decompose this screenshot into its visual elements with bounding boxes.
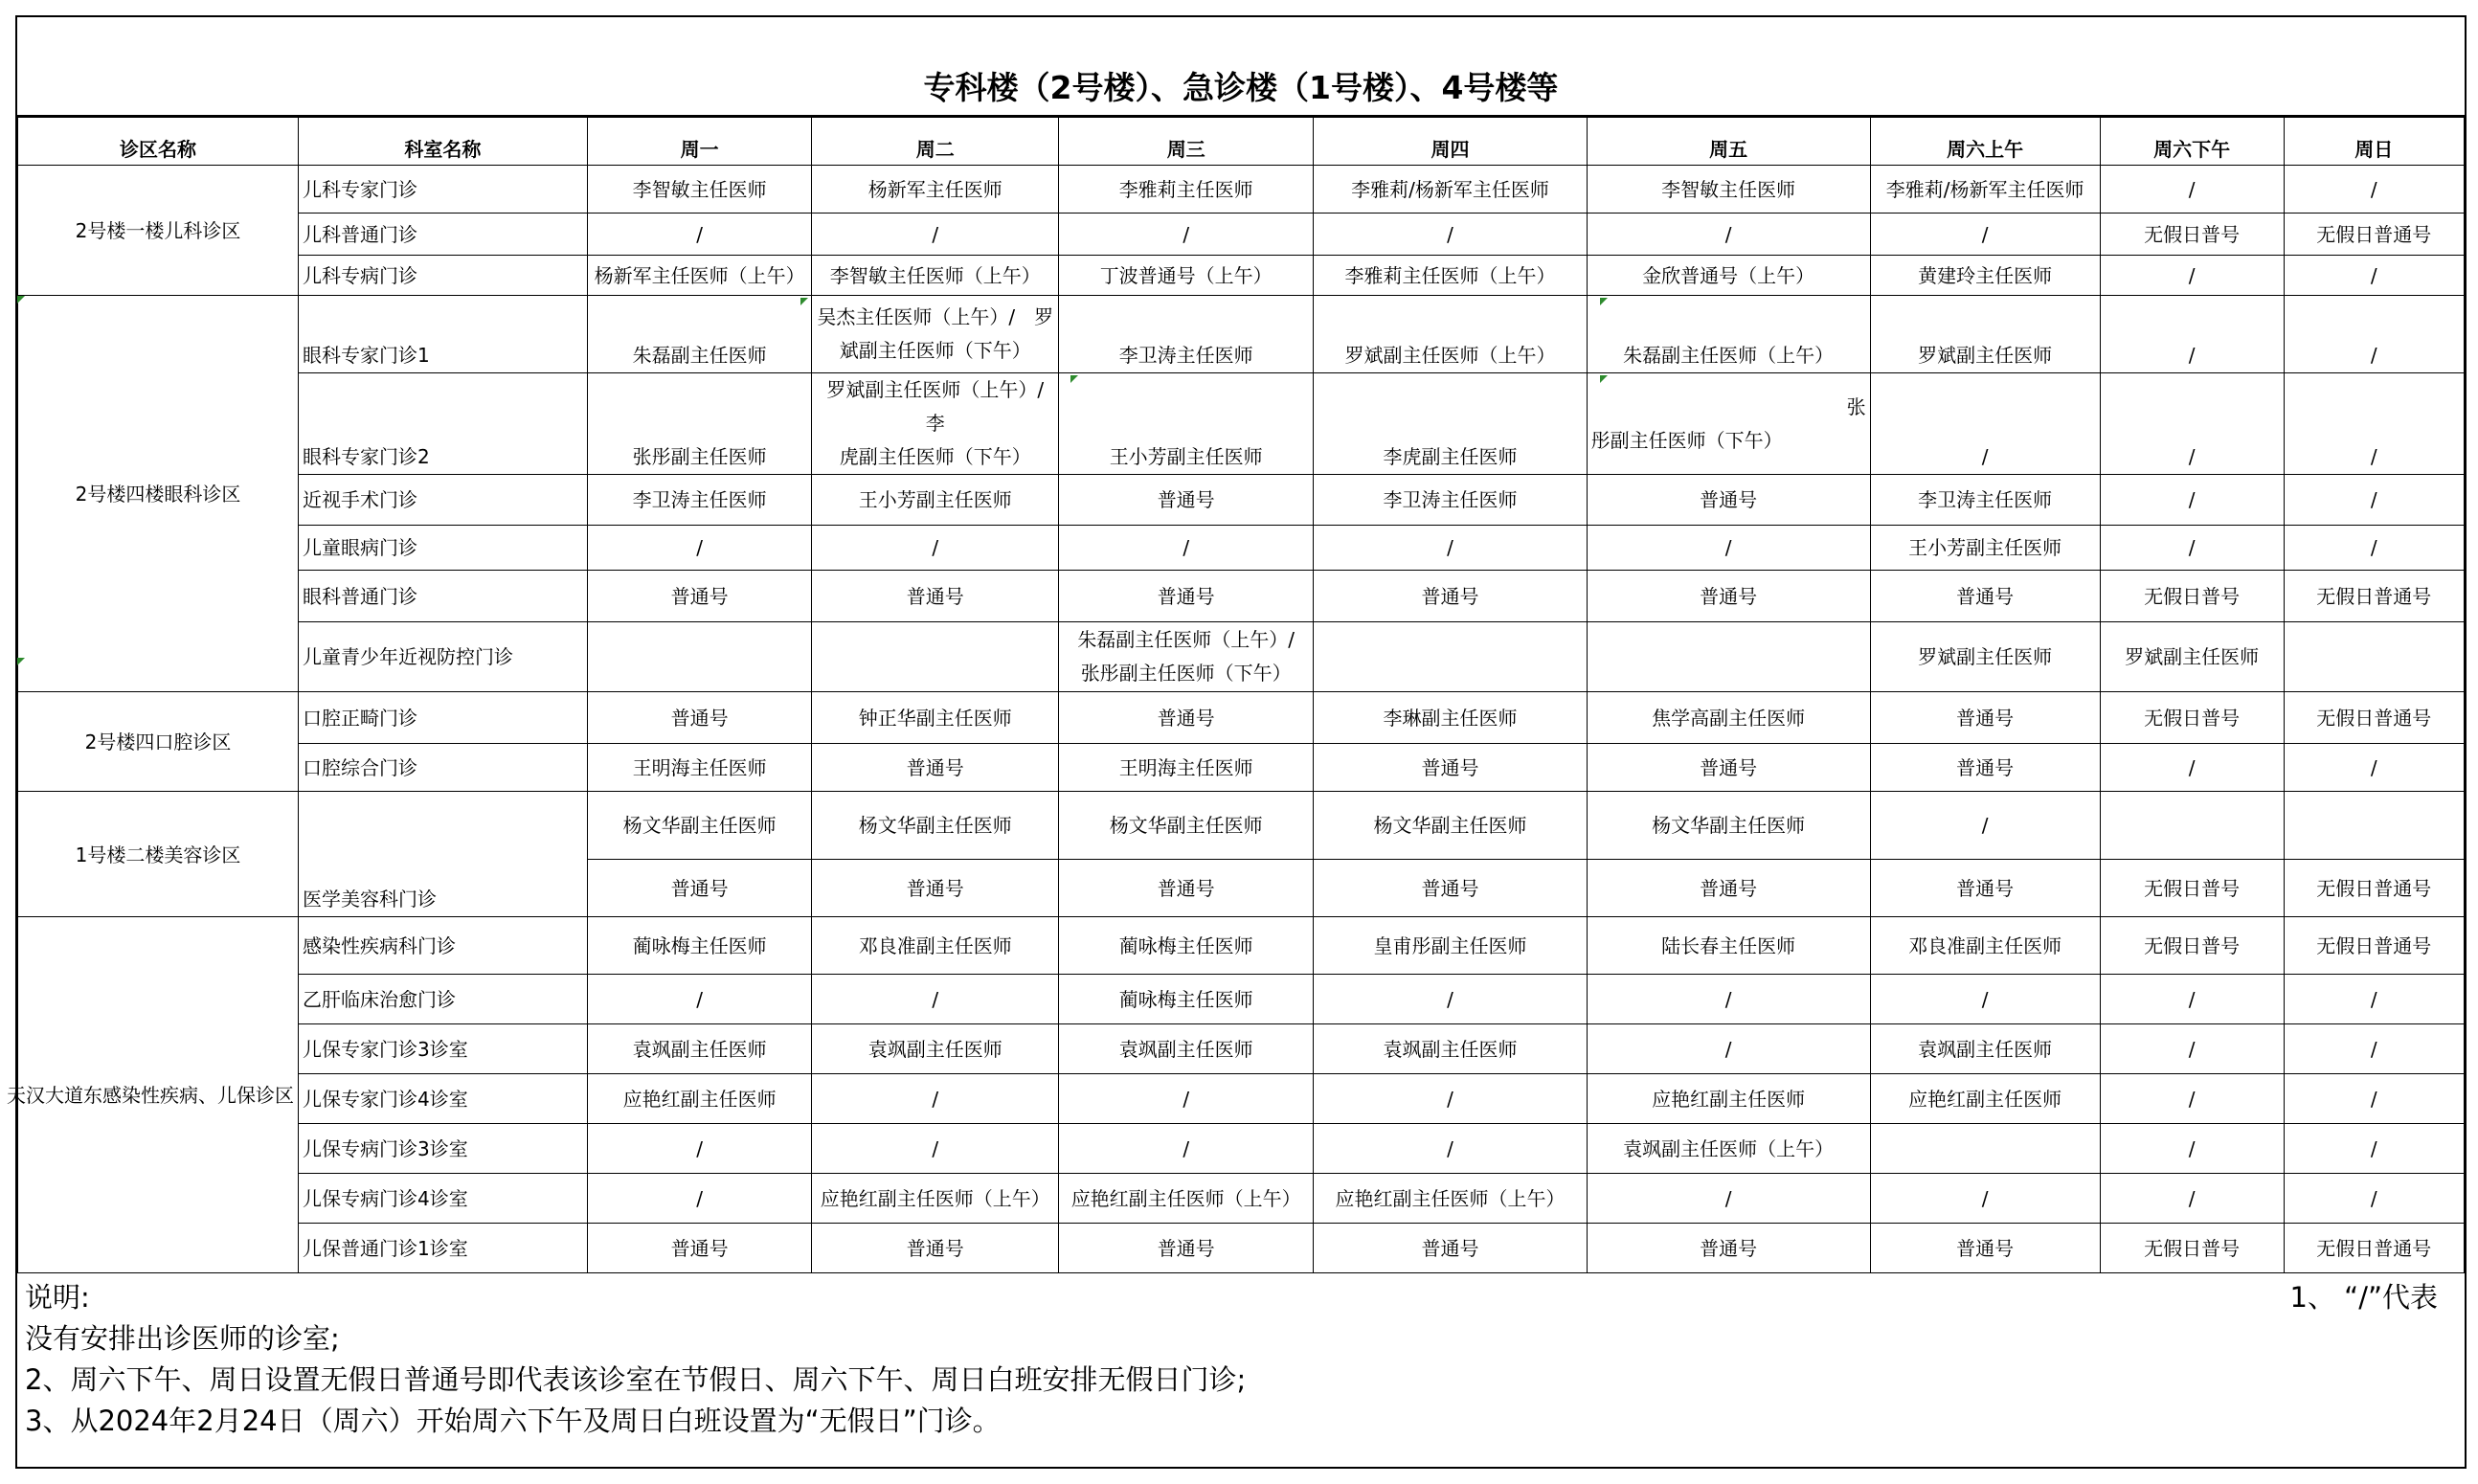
schedule-table — [7, 117, 2465, 1273]
schedule-cell: 普通号 — [1059, 571, 1314, 622]
table-row — [18, 296, 2465, 373]
schedule-cell: / — [2284, 526, 2464, 571]
schedule-cell: 李雅莉/杨新军主任医师 — [1314, 166, 1587, 214]
schedule-cell: 杨文华副主任医师 — [1314, 792, 1587, 860]
schedule-cell: 普通号 — [1587, 860, 1870, 917]
dept-cell: 乙肝临床治愈门诊 — [299, 975, 588, 1024]
schedule-cell: / — [587, 214, 812, 256]
schedule-cell: / — [2100, 744, 2284, 792]
schedule-cell: 普通号 — [812, 571, 1059, 622]
schedule-cell: 陆长春主任医师 — [1587, 917, 1870, 975]
header-thu: 周四 — [1314, 118, 1587, 166]
schedule-cell: 普通号 — [587, 571, 812, 622]
schedule-cell: / — [2284, 373, 2464, 475]
notes-section — [17, 1252, 2465, 1469]
cell-line: 吴杰主任医师（上午）/ 罗 — [817, 305, 1054, 328]
dept-cell: 儿童眼病门诊 — [299, 526, 588, 571]
schedule-cell: / — [2100, 1024, 2284, 1074]
schedule-cell-multiline — [812, 296, 1059, 373]
schedule-cell: / — [2100, 1074, 2284, 1124]
schedule-cell: 普通号 — [1314, 860, 1587, 917]
comment-marker — [1070, 375, 1078, 383]
schedule-cell: / — [1870, 373, 2100, 475]
header-fri: 周五 — [1587, 118, 1870, 166]
schedule-cell: 无假日普通号 — [2284, 860, 2464, 917]
schedule-cell: / — [1314, 214, 1587, 256]
schedule-cell: / — [1059, 526, 1314, 571]
schedule-cell: 无假日普通号 — [2284, 917, 2464, 975]
schedule-cell: / — [812, 526, 1059, 571]
table-row — [18, 256, 2465, 296]
schedule-cell: / — [2100, 526, 2284, 571]
area-cell: 2号楼四口腔诊区 — [18, 692, 299, 792]
schedule-cell: 普通号 — [1870, 860, 2100, 917]
schedule-cell: 李智敏主任医师 — [587, 166, 812, 214]
schedule-cell: / — [2100, 166, 2284, 214]
schedule-cell: 普通号 — [587, 860, 812, 917]
schedule-cell: 无假日普通号 — [2284, 571, 2464, 622]
header-row — [18, 118, 2465, 166]
schedule-cell: 普通号 — [1870, 1224, 2100, 1273]
schedule-cell: 普通号 — [1314, 744, 1587, 792]
schedule-cell: / — [2100, 256, 2284, 296]
schedule-cell: 普通号 — [587, 1224, 812, 1273]
schedule-cell: 邓良准副主任医师 — [812, 917, 1059, 975]
schedule-cell: / — [2100, 975, 2284, 1024]
comment-marker — [17, 296, 25, 304]
schedule-cell: 杨新军主任医师（上午） — [587, 256, 812, 296]
schedule-cell: / — [1059, 214, 1314, 256]
table-row — [18, 975, 2465, 1024]
schedule-cell: / — [2284, 1074, 2464, 1124]
schedule-cell: / — [2284, 166, 2464, 214]
cell-line: 虎副主任医师（下午） — [839, 445, 1031, 468]
schedule-cell: / — [587, 1174, 812, 1224]
schedule-cell: 罗斌副主任医师（上午） — [1314, 296, 1587, 373]
schedule-cell: 袁飒副主任医师 — [1870, 1024, 2100, 1074]
schedule-cell: 王小芳副主任医师 — [812, 475, 1059, 526]
schedule-cell: 无假日普通号 — [2284, 214, 2464, 256]
dept-cell: 儿科专病门诊 — [299, 256, 588, 296]
schedule-cell: / — [1314, 1074, 1587, 1124]
table-row — [18, 692, 2465, 744]
schedule-cell: 无假日普号 — [2100, 1224, 2284, 1273]
schedule-cell: 普通号 — [1587, 1224, 1870, 1273]
cell-line: 罗斌副主任医师（上午）/ 李 — [826, 378, 1064, 435]
table-row — [18, 1024, 2465, 1074]
schedule-cell: 钟正华副主任医师 — [812, 692, 1059, 744]
table-row — [18, 475, 2465, 526]
schedule-cell: / — [1314, 1124, 1587, 1174]
dept-cell: 近视手术门诊 — [299, 475, 588, 526]
header-area: 诊区名称 — [18, 118, 299, 166]
schedule-cell: / — [1587, 214, 1870, 256]
dept-cell: 眼科专家门诊1 — [299, 296, 588, 373]
schedule-cell: 丁波普通号（上午） — [1059, 256, 1314, 296]
schedule-cell: / — [1870, 792, 2100, 860]
comment-marker — [1600, 375, 1608, 383]
schedule-cell: 普通号 — [1314, 571, 1587, 622]
schedule-cell — [2284, 792, 2464, 860]
dept-cell: 儿科普通门诊 — [299, 214, 588, 256]
schedule-cell: 应艳红副主任医师 — [1587, 1074, 1870, 1124]
cell-line: 张 — [1846, 394, 1866, 418]
dept-cell: 儿保普通门诊1诊室 — [299, 1224, 588, 1273]
schedule-cell: / — [2284, 1024, 2464, 1074]
header-dept: 科室名称 — [299, 118, 588, 166]
notes-item-1-start: 1、 “/”代表 — [2289, 1281, 2438, 1314]
cell-line: 彤副主任医师（下午） — [1590, 428, 1783, 452]
schedule-cell: / — [1587, 526, 1870, 571]
schedule-cell: 李雅莉主任医师（上午） — [1314, 256, 1587, 296]
table-row — [18, 571, 2465, 622]
schedule-cell: / — [1314, 526, 1587, 571]
table-row — [18, 214, 2465, 256]
schedule-cell: / — [2100, 475, 2284, 526]
schedule-cell: 应艳红副主任医师（上午） — [1314, 1174, 1587, 1224]
comment-marker — [800, 298, 808, 305]
schedule-cell: / — [812, 1124, 1059, 1174]
schedule-cell — [1314, 622, 1587, 692]
schedule-cell — [812, 622, 1059, 692]
schedule-cell: 黄建玲主任医师 — [1870, 256, 2100, 296]
schedule-cell: 李智敏主任医师（上午） — [812, 256, 1059, 296]
schedule-cell: 无假日普通号 — [2284, 1224, 2464, 1273]
schedule-cell: 李雅莉/杨新军主任医师 — [1870, 166, 2100, 214]
area-cell: 1号楼二楼美容诊区 — [18, 792, 299, 917]
schedule-cell — [2284, 622, 2464, 692]
schedule-cell: 普通号 — [1059, 860, 1314, 917]
schedule-cell: 应艳红副主任医师（上午） — [1059, 1174, 1314, 1224]
schedule-cell: 李虎副主任医师 — [1314, 373, 1587, 475]
schedule-cell: 无假日普号 — [2100, 571, 2284, 622]
schedule-cell: 应艳红副主任医师（上午） — [812, 1174, 1059, 1224]
schedule-cell: 袁飒副主任医师 — [1314, 1024, 1587, 1074]
schedule-cell: 无假日普号 — [2100, 214, 2284, 256]
schedule-cell: / — [2284, 475, 2464, 526]
schedule-cell: / — [2284, 1124, 2464, 1174]
table-row — [18, 1174, 2465, 1224]
sheet-title: 专科楼（2号楼）、急诊楼（1号楼）、4号楼等 — [17, 17, 2465, 117]
schedule-cell — [2100, 792, 2284, 860]
schedule-cell: / — [812, 975, 1059, 1024]
schedule-cell: 无假日普号 — [2100, 692, 2284, 744]
schedule-cell — [1870, 1124, 2100, 1174]
schedule-cell: 焦学高副主任医师 — [1587, 692, 1870, 744]
table-row — [18, 917, 2465, 975]
schedule-cell: 李卫涛主任医师 — [1314, 475, 1587, 526]
schedule-cell: / — [1059, 1074, 1314, 1124]
table-row — [18, 1124, 2465, 1174]
schedule-cell: 普通号 — [1870, 744, 2100, 792]
dept-cell: 儿保专病门诊3诊室 — [299, 1124, 588, 1174]
schedule-cell: 蔺咏梅主任医师 — [1059, 917, 1314, 975]
cell-line: 朱磊副主任医师（上午）/ — [1077, 628, 1295, 651]
schedule-cell: 金欣普通号（上午） — [1587, 256, 1870, 296]
table-row — [18, 373, 2465, 475]
table-row — [18, 1074, 2465, 1124]
comment-marker — [17, 658, 25, 665]
schedule-cell: 蔺咏梅主任医师 — [587, 917, 812, 975]
comment-marker — [1600, 298, 1608, 305]
schedule-cell: / — [587, 975, 812, 1024]
table-row — [18, 622, 2465, 692]
schedule-cell: / — [2284, 296, 2464, 373]
header-sun: 周日 — [2284, 118, 2464, 166]
schedule-cell: / — [2100, 1174, 2284, 1224]
schedule-cell: 袁飒副主任医师（上午） — [1587, 1124, 1870, 1174]
schedule-sheet — [7, 15, 2467, 1469]
dept-cell: 儿童青少年近视防控门诊 — [299, 622, 588, 692]
schedule-cell: / — [2100, 1124, 2284, 1174]
schedule-cell: 罗斌副主任医师 — [2100, 622, 2284, 692]
schedule-cell: / — [1870, 1174, 2100, 1224]
dept-cell: 儿保专病门诊4诊室 — [299, 1174, 588, 1224]
schedule-cell: 邓良准副主任医师 — [1870, 917, 2100, 975]
notes-line: 2、周六下午、周日设置无假日普通号即代表该诊室在节假日、周六下午、周日白班安排无假日门诊; — [25, 1363, 1247, 1396]
schedule-cell: 杨新军主任医师 — [812, 166, 1059, 214]
schedule-cell: 袁飒副主任医师 — [1059, 1024, 1314, 1074]
schedule-cell-multiline — [1587, 373, 1870, 475]
table-row — [18, 526, 2465, 571]
schedule-cell: / — [1587, 1024, 1870, 1074]
schedule-cell: / — [1587, 975, 1870, 1024]
dept-cell: 感染性疾病科门诊 — [299, 917, 588, 975]
schedule-cell-multiline — [812, 373, 1064, 475]
schedule-cell: 李雅莉主任医师 — [1059, 166, 1314, 214]
schedule-cell: 李智敏主任医师 — [1587, 166, 1870, 214]
schedule-cell: 无假日普号 — [2100, 860, 2284, 917]
schedule-cell: / — [1059, 1124, 1314, 1174]
schedule-cell: 蔺咏梅主任医师 — [1059, 975, 1314, 1024]
schedule-cell: 李卫涛主任医师 — [1059, 296, 1314, 373]
schedule-cell: 无假日普通号 — [2284, 692, 2464, 744]
notes-line: 没有安排出诊医师的诊室; — [25, 1322, 340, 1355]
header-sat-pm: 周六下午 — [2100, 118, 2284, 166]
schedule-cell: 普通号 — [1870, 692, 2100, 744]
header-sat-am: 周六上午 — [1870, 118, 2100, 166]
dept-cell: 口腔综合门诊 — [299, 744, 588, 792]
schedule-cell: 杨文华副主任医师 — [812, 792, 1059, 860]
schedule-cell: 普通号 — [812, 744, 1059, 792]
schedule-cell: / — [2284, 1174, 2464, 1224]
schedule-cell: 李卫涛主任医师 — [587, 475, 812, 526]
dept-cell: 口腔正畸门诊 — [299, 692, 588, 744]
schedule-cell: 应艳红副主任医师 — [1870, 1074, 2100, 1124]
schedule-cell: 普通号 — [812, 860, 1059, 917]
schedule-cell: / — [2100, 373, 2284, 475]
schedule-cell: 普通号 — [1059, 692, 1314, 744]
dept-cell: 儿保专家门诊3诊室 — [299, 1024, 588, 1074]
schedule-cell: 朱磊副主任医师（上午） — [1587, 296, 1870, 373]
dept-cell: 眼科专家门诊2 — [299, 373, 588, 475]
dept-cell: 眼科普通门诊 — [299, 571, 588, 622]
dept-cell: 儿保专家门诊4诊室 — [299, 1074, 588, 1124]
schedule-cell: / — [2284, 744, 2464, 792]
schedule-cell: 袁飒副主任医师 — [812, 1024, 1059, 1074]
cell-line: 斌副主任医师（下午） — [839, 339, 1031, 362]
schedule-cell: 普通号 — [1059, 1224, 1314, 1273]
schedule-cell: 李卫涛主任医师 — [1870, 475, 2100, 526]
area-cell: 2号楼四楼眼科诊区 — [18, 296, 299, 692]
schedule-cell-multiline — [1059, 622, 1314, 692]
schedule-cell: 普通号 — [1059, 475, 1314, 526]
schedule-cell: 应艳红副主任医师 — [587, 1074, 812, 1124]
area-cell: 天汉大道东感染性疾病、儿保诊区 — [18, 917, 299, 1273]
schedule-cell — [1587, 622, 1870, 692]
schedule-cell: 皇甫彤副主任医师 — [1314, 917, 1587, 975]
schedule-cell: / — [2284, 256, 2464, 296]
schedule-cell: / — [812, 1074, 1059, 1124]
schedule-cell: 朱磊副主任医师 — [587, 296, 812, 373]
schedule-cell: 普通号 — [812, 1224, 1059, 1273]
schedule-cell: 普通号 — [1870, 571, 2100, 622]
area-cell: 2号楼一楼儿科诊区 — [18, 166, 299, 296]
schedule-cell: 王明海主任医师 — [587, 744, 812, 792]
schedule-cell: 杨文华副主任医师 — [587, 792, 812, 860]
schedule-cell: 王明海主任医师 — [1059, 744, 1314, 792]
schedule-cell: 普通号 — [1314, 1224, 1587, 1273]
schedule-cell: / — [1870, 214, 2100, 256]
schedule-cell: 普通号 — [1587, 475, 1870, 526]
table-row — [18, 744, 2465, 792]
schedule-cell: / — [2100, 296, 2284, 373]
dept-cell: 儿科专家门诊 — [299, 166, 588, 214]
cell-line: 张彤副主任医师（下午） — [1080, 662, 1292, 685]
schedule-cell: 罗斌副主任医师 — [1870, 622, 2100, 692]
schedule-cell: 杨文华副主任医师 — [1059, 792, 1314, 860]
schedule-cell: / — [1587, 1174, 1870, 1224]
schedule-cell: / — [1870, 975, 2100, 1024]
schedule-cell: 普通号 — [1587, 571, 1870, 622]
schedule-cell: / — [812, 214, 1059, 256]
schedule-cell: 杨文华副主任医师 — [1587, 792, 1870, 860]
notes-heading: 说明: — [25, 1281, 90, 1314]
schedule-cell: 王小芳副主任医师 — [1870, 526, 2100, 571]
schedule-cell: / — [2284, 975, 2464, 1024]
schedule-cell: 袁飒副主任医师 — [587, 1024, 812, 1074]
schedule-cell: / — [587, 1124, 812, 1174]
schedule-cell: / — [1314, 975, 1587, 1024]
schedule-cell: 张彤副主任医师 — [587, 373, 812, 475]
header-mon: 周一 — [587, 118, 812, 166]
header-wed: 周三 — [1059, 118, 1314, 166]
notes-line: 3、从2024年2月24日（周六）开始周六下午及周日白班设置为“无假日”门诊。 — [25, 1405, 1001, 1437]
schedule-cell: 王小芳副主任医师 — [1059, 373, 1314, 475]
schedule-cell: 无假日普号 — [2100, 917, 2284, 975]
schedule-cell: 李琳副主任医师 — [1314, 692, 1587, 744]
table-row — [18, 792, 2465, 860]
schedule-cell: 罗斌副主任医师 — [1870, 296, 2100, 373]
dept-cell: 医学美容科门诊 — [299, 792, 588, 917]
schedule-cell: / — [587, 526, 812, 571]
schedule-cell: 普通号 — [1587, 744, 1870, 792]
schedule-cell — [587, 622, 812, 692]
table-row — [18, 166, 2465, 214]
header-tue: 周二 — [812, 118, 1059, 166]
schedule-cell: 普通号 — [587, 692, 812, 744]
